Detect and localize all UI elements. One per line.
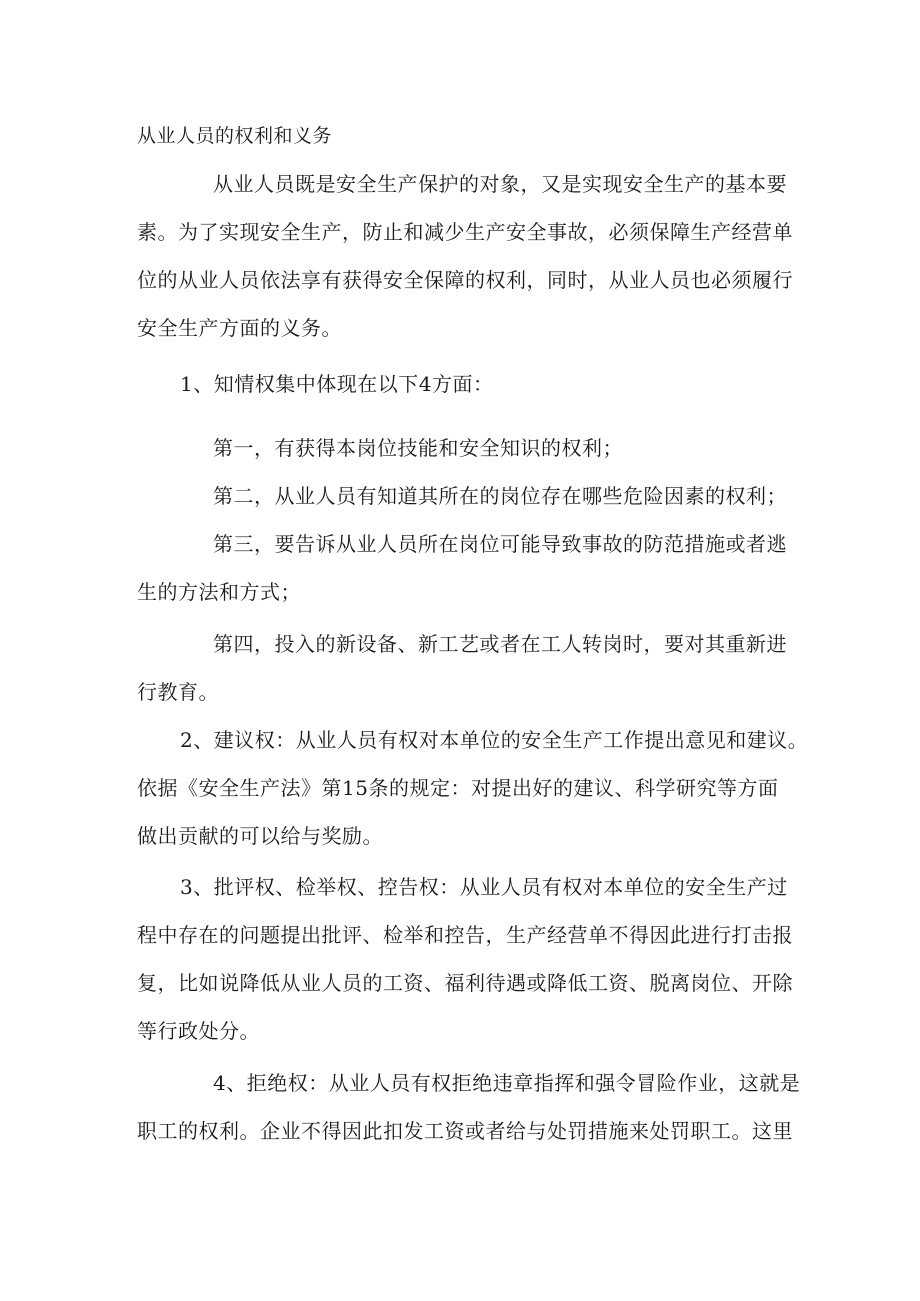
right-3-line-2: 程中存在的问题提出批评、检举和控告，生产经营单不得因此进行打击报 bbox=[137, 923, 793, 947]
document-title: 从业人员的权利和义务 bbox=[137, 125, 333, 147]
right-3-line-3: 复，比如说降低从业人员的工资、福利待遇或降低工资、脱离岗位、开除 bbox=[137, 971, 793, 995]
intro-line-2: 素。为了实现安全生产，防止和减少生产安全事故，必须保障生产经营单 bbox=[137, 220, 793, 244]
right-1-item-4-line-1: 第四，投入的新设备、新工艺或者在工人转岗时，要对其重新进 bbox=[213, 632, 787, 656]
right-4-line-2: 职工的权利。企业不得因此扣发工资或者给与处罚措施来处罚职工。这里 bbox=[137, 1119, 793, 1143]
right-1-item-1: 第一，有获得本岗位技能和安全知识的权利； bbox=[213, 436, 623, 460]
right-1-item-3-line-1: 第三，要告诉从业人员所在岗位可能导致事故的防范措施或者逃 bbox=[213, 532, 787, 556]
right-1-item-2: 第二，从业人员有知道其所在的岗位存在哪些危险因素的权利； bbox=[213, 484, 787, 508]
right-1-heading: 1、知情权集中体现在以下4方面： bbox=[180, 372, 494, 396]
right-2-line-3: 做出贡献的可以给与奖励。 bbox=[137, 824, 383, 848]
right-2-line-2: 依据《安全生产法》第15条的规定：对提出好的建议、科学研究等方面 bbox=[137, 776, 779, 800]
intro-line-4: 安全生产方面的义务。 bbox=[137, 316, 342, 340]
intro-line-1: 从业人员既是安全生产保护的对象，又是实现安全生产的基本要 bbox=[213, 172, 787, 196]
intro-line-3: 位的从业人员依法享有获得安全保障的权利，同时，从业人员也必须履行 bbox=[137, 268, 793, 292]
right-1-item-4-line-2: 行教育。 bbox=[137, 680, 219, 704]
right-4-line-1: 4、拒绝权：从业人员有权拒绝违章指挥和强令冒险作业，这就是 bbox=[213, 1071, 801, 1095]
right-3-line-4: 等行政处分。 bbox=[137, 1019, 260, 1043]
right-1-item-3-line-2: 生的方法和方式； bbox=[137, 580, 301, 604]
right-2-line-1: 2、建议权：从业人员有权对本单位的安全生产工作提出意见和建议。 bbox=[180, 728, 809, 752]
right-3-line-1: 3、批评权、检举权、控告权：从业人员有权对本单位的安全生产过 bbox=[180, 875, 788, 899]
